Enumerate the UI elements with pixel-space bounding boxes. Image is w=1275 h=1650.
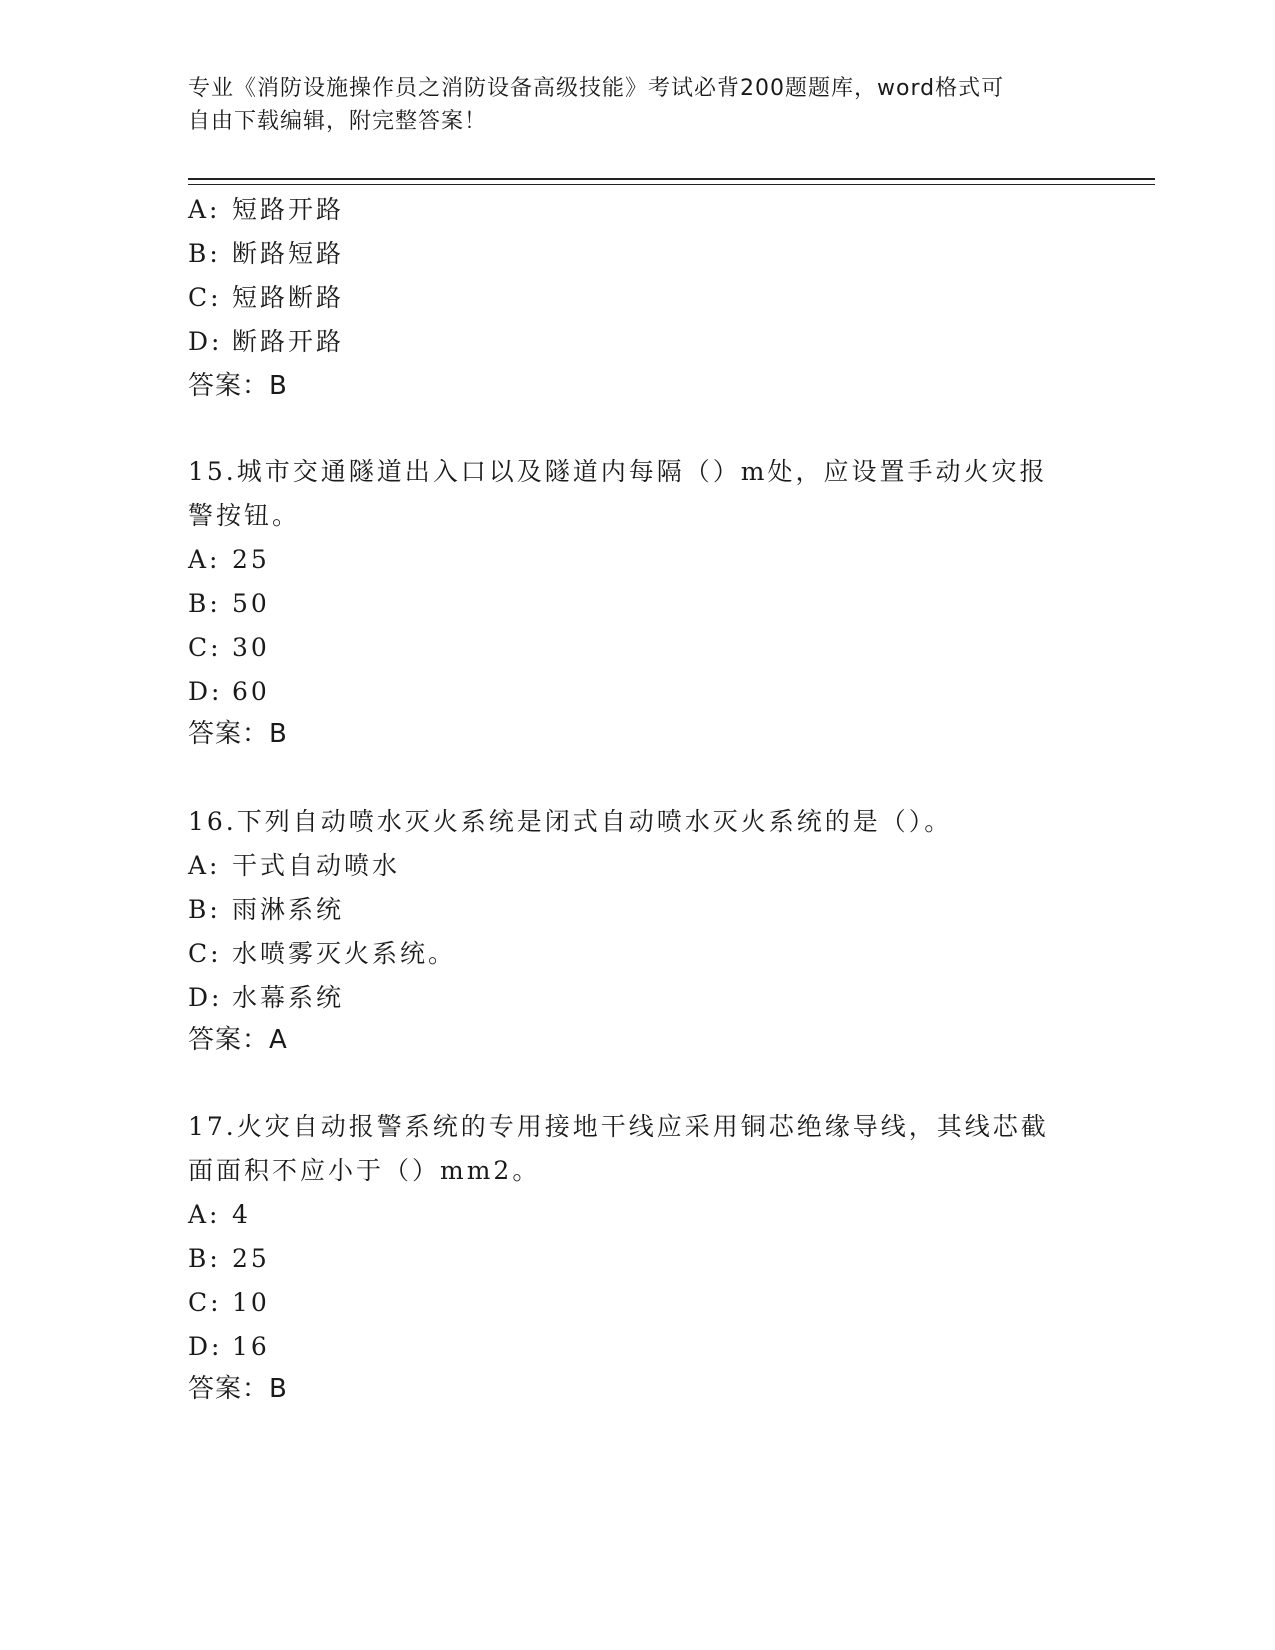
option-c (188, 1287, 270, 1319)
option-text: 16 (232, 1332, 270, 1361)
header-line-2: 自由下载编辑，附完整答案！ (188, 109, 488, 134)
option-text: 断路短路 (232, 239, 345, 268)
option-b (188, 894, 344, 926)
option-letter: A: (188, 195, 221, 224)
option-letter: C: (188, 939, 222, 968)
option-letter: C: (188, 633, 222, 662)
option-letter: B: (188, 239, 221, 268)
option-letter: B: (188, 589, 221, 618)
option-text: 断路开路 (232, 327, 345, 356)
question-text-line: 17.火灾自动报警系统的专用接地干线应采用铜芯绝缘导线，其线芯截 (188, 1112, 1049, 1141)
option-letter: A: (188, 851, 221, 880)
header-divider-thin (188, 184, 1155, 185)
answer-line: 答案：A (188, 1025, 288, 1055)
option-letter: B: (188, 1244, 221, 1273)
option-letter: A: (188, 545, 221, 574)
option-c (188, 938, 456, 970)
option-text: 短路开路 (232, 195, 345, 224)
option-letter: A: (188, 1200, 221, 1229)
option-a (188, 850, 400, 882)
option-b (188, 1243, 270, 1275)
option-letter: D: (188, 983, 223, 1012)
option-text: 4 (232, 1200, 251, 1229)
option-b (188, 238, 344, 270)
document-header (188, 72, 1068, 138)
option-letter: D: (188, 327, 223, 356)
option-letter: C: (188, 283, 222, 312)
option-letter: B: (188, 895, 221, 924)
option-text: 50 (232, 589, 270, 618)
option-text: 60 (232, 677, 270, 706)
option-c (188, 282, 344, 314)
option-text: 25 (232, 545, 270, 574)
option-text: 水喷雾灭火系统。 (232, 939, 457, 968)
question-text-line: 16.下列自动喷水灭火系统是闭式自动喷水灭火系统的是（）。 (188, 807, 953, 836)
option-b (188, 588, 270, 620)
option-letter: D: (188, 677, 223, 706)
option-d (188, 982, 344, 1014)
option-a (188, 1199, 251, 1231)
question-text-line: 面面积不应小于（）mm2。 (188, 1156, 541, 1185)
question-text-line: 15.城市交通隧道出入口以及隧道内每隔（）m处，应设置手动火灾报 (188, 457, 1048, 486)
option-c (188, 632, 270, 664)
question-text-line: 警按钮。 (188, 501, 301, 530)
option-text: 25 (232, 1244, 270, 1273)
answer-line: 答案：B (188, 371, 288, 401)
answer-line: 答案：B (188, 1374, 288, 1404)
option-text: 10 (232, 1288, 270, 1317)
option-text: 30 (232, 633, 270, 662)
option-text: 水幕系统 (232, 983, 345, 1012)
option-text: 短路断路 (232, 283, 345, 312)
option-text: 干式自动喷水 (232, 851, 401, 880)
option-d (188, 676, 270, 708)
option-a (188, 194, 344, 226)
option-a (188, 544, 270, 576)
option-letter: C: (188, 1288, 222, 1317)
answer-line: 答案：B (188, 719, 288, 749)
option-d (188, 326, 344, 358)
option-letter: D: (188, 1332, 223, 1361)
header-line-1: 专业《消防设施操作员之消防设备高级技能》考试必背200题题库，word格式可 (188, 76, 1005, 101)
header-divider-thick (188, 178, 1155, 180)
option-d (188, 1331, 270, 1363)
option-text: 雨淋系统 (232, 895, 345, 924)
